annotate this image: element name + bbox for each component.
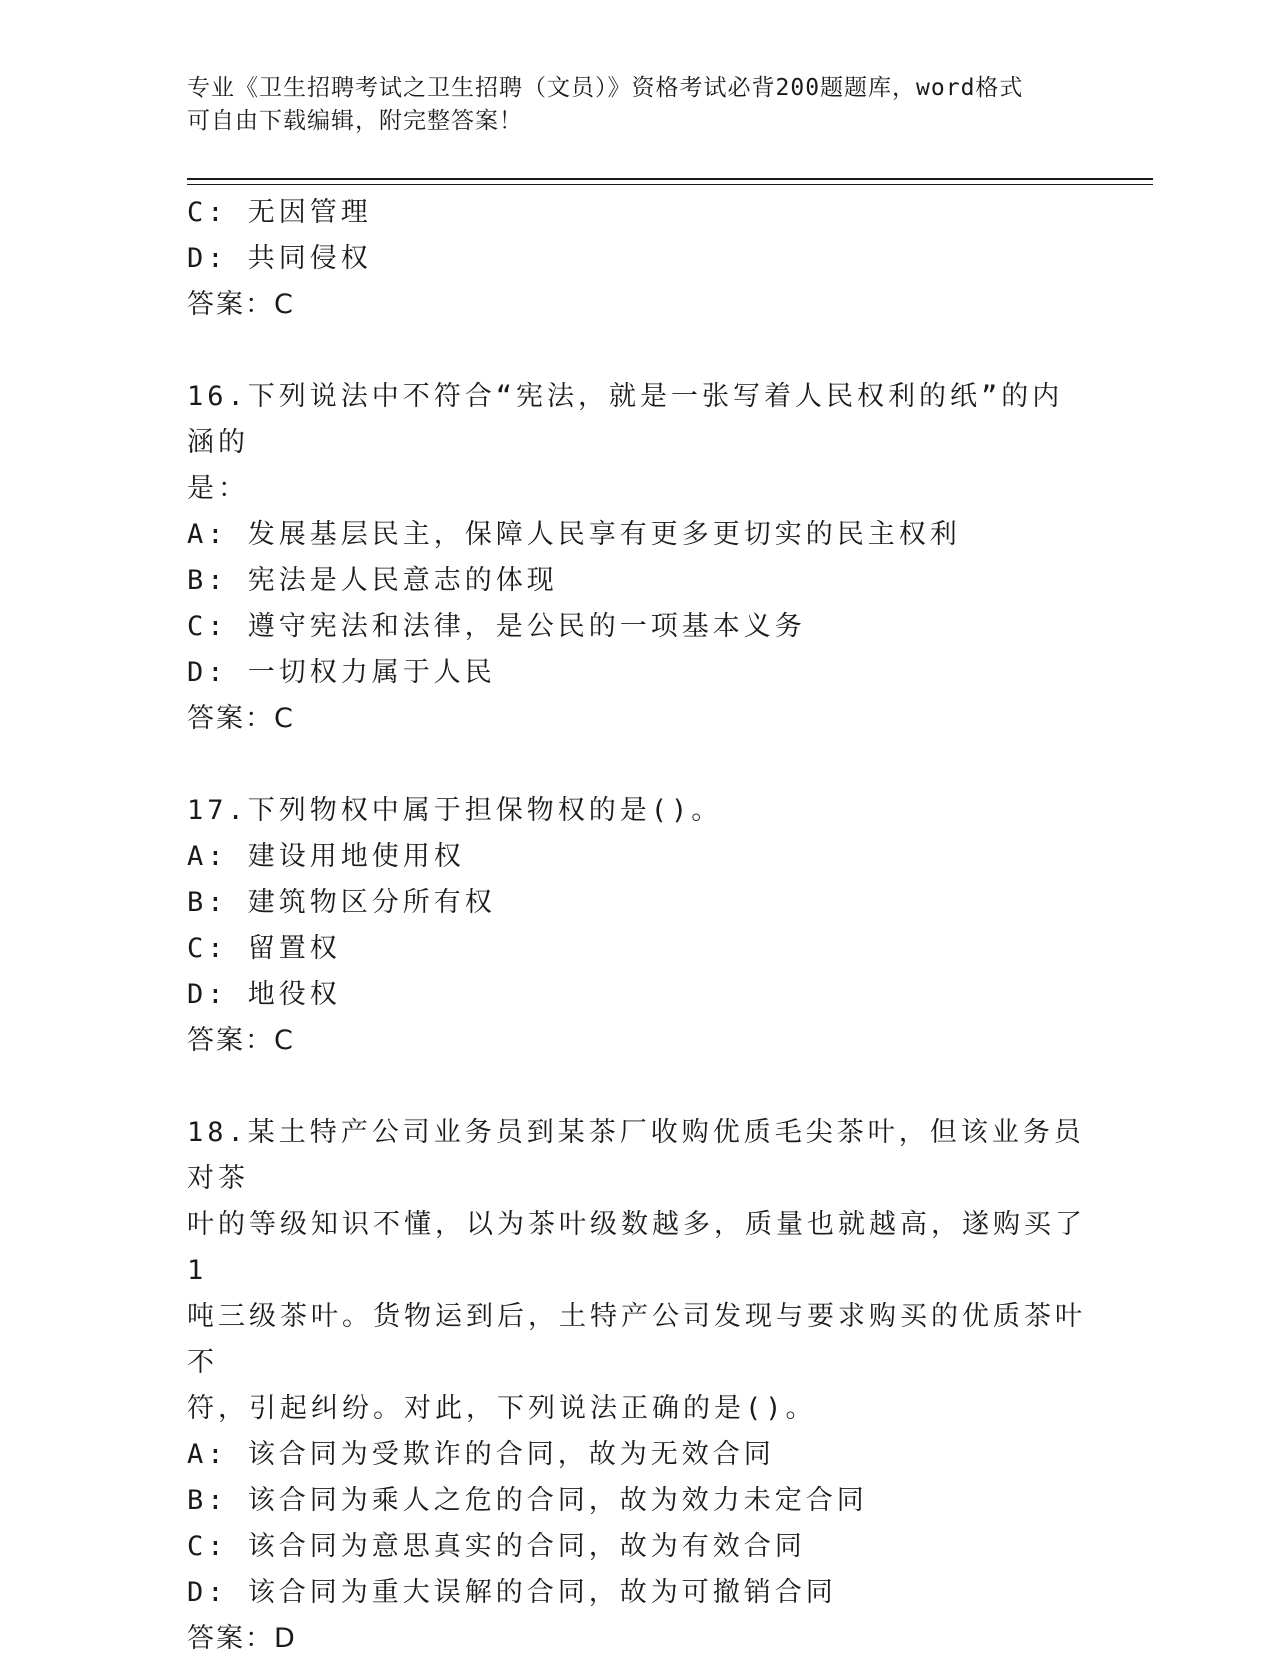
answer: 答案：C <box>187 703 295 734</box>
question-stem-line: 16.下列说法中不符合“宪法，就是一张写着人民权利的纸”的内涵的 <box>187 381 1064 458</box>
option-a: A: 建设用地使用权 <box>187 841 465 872</box>
question-stem-line: 符，引起纠纷。对此，下列说法正确的是()。 <box>187 1393 817 1424</box>
option-d: D: 共同侵权 <box>187 243 372 274</box>
question-stem-line: 18.某土特产公司业务员到某茶厂收购优质毛尖茶叶，但该业务员对茶 <box>187 1117 1085 1194</box>
option-b: B: 建筑物区分所有权 <box>187 887 496 918</box>
option-b: B: 该合同为乘人之危的合同，故为效力未定合同 <box>187 1485 868 1516</box>
question-stem-line: 叶的等级知识不懂，以为茶叶级数越多，质量也就越高，遂购买了 1 <box>187 1209 1107 1286</box>
question-15 <box>187 190 1087 328</box>
spacer <box>187 742 1087 788</box>
question-16 <box>187 374 1087 742</box>
document-header <box>187 72 1067 138</box>
option-d: D: 该合同为重大误解的合同，故为可撤销合同 <box>187 1577 837 1608</box>
option-a: A: 该合同为受欺诈的合同，故为无效合同 <box>187 1439 775 1470</box>
header-line-2: 可自由下载编辑，附完整答案！ <box>187 108 523 134</box>
header-divider-thick <box>187 178 1153 180</box>
answer: 答案：C <box>187 289 295 320</box>
question-stem-line: 17.下列物权中属于担保物权的是()。 <box>187 795 723 826</box>
question-stem-line: 吨三级茶叶。货物运到后，土特产公司发现与要求购买的优质茶叶不 <box>187 1301 1086 1378</box>
option-c: C: 无因管理 <box>187 197 372 228</box>
option-d: D: 一切权力属于人民 <box>187 657 496 688</box>
question-18 <box>187 1110 1107 1662</box>
option-c: C: 该合同为意思真实的合同，故为有效合同 <box>187 1531 806 1562</box>
header-line-1: 专业《卫生招聘考试之卫生招聘（文员）》资格考试必背200题题库，word格式 <box>187 75 1024 101</box>
option-c: C: 留置权 <box>187 933 341 964</box>
question-17 <box>187 788 1087 1064</box>
question-stem-line: 是： <box>187 473 249 504</box>
option-c: C: 遵守宪法和法律，是公民的一项基本义务 <box>187 611 806 642</box>
answer: 答案：D <box>187 1623 297 1654</box>
option-d: D: 地役权 <box>187 979 341 1010</box>
header-divider-thin <box>187 184 1153 185</box>
spacer <box>187 1064 1087 1110</box>
spacer <box>187 328 1087 374</box>
question-list <box>187 190 1107 1662</box>
option-b: B: 宪法是人民意志的体现 <box>187 565 558 596</box>
answer: 答案：C <box>187 1025 295 1056</box>
option-a: A: 发展基层民主，保障人民享有更多更切实的民主权利 <box>187 519 961 550</box>
